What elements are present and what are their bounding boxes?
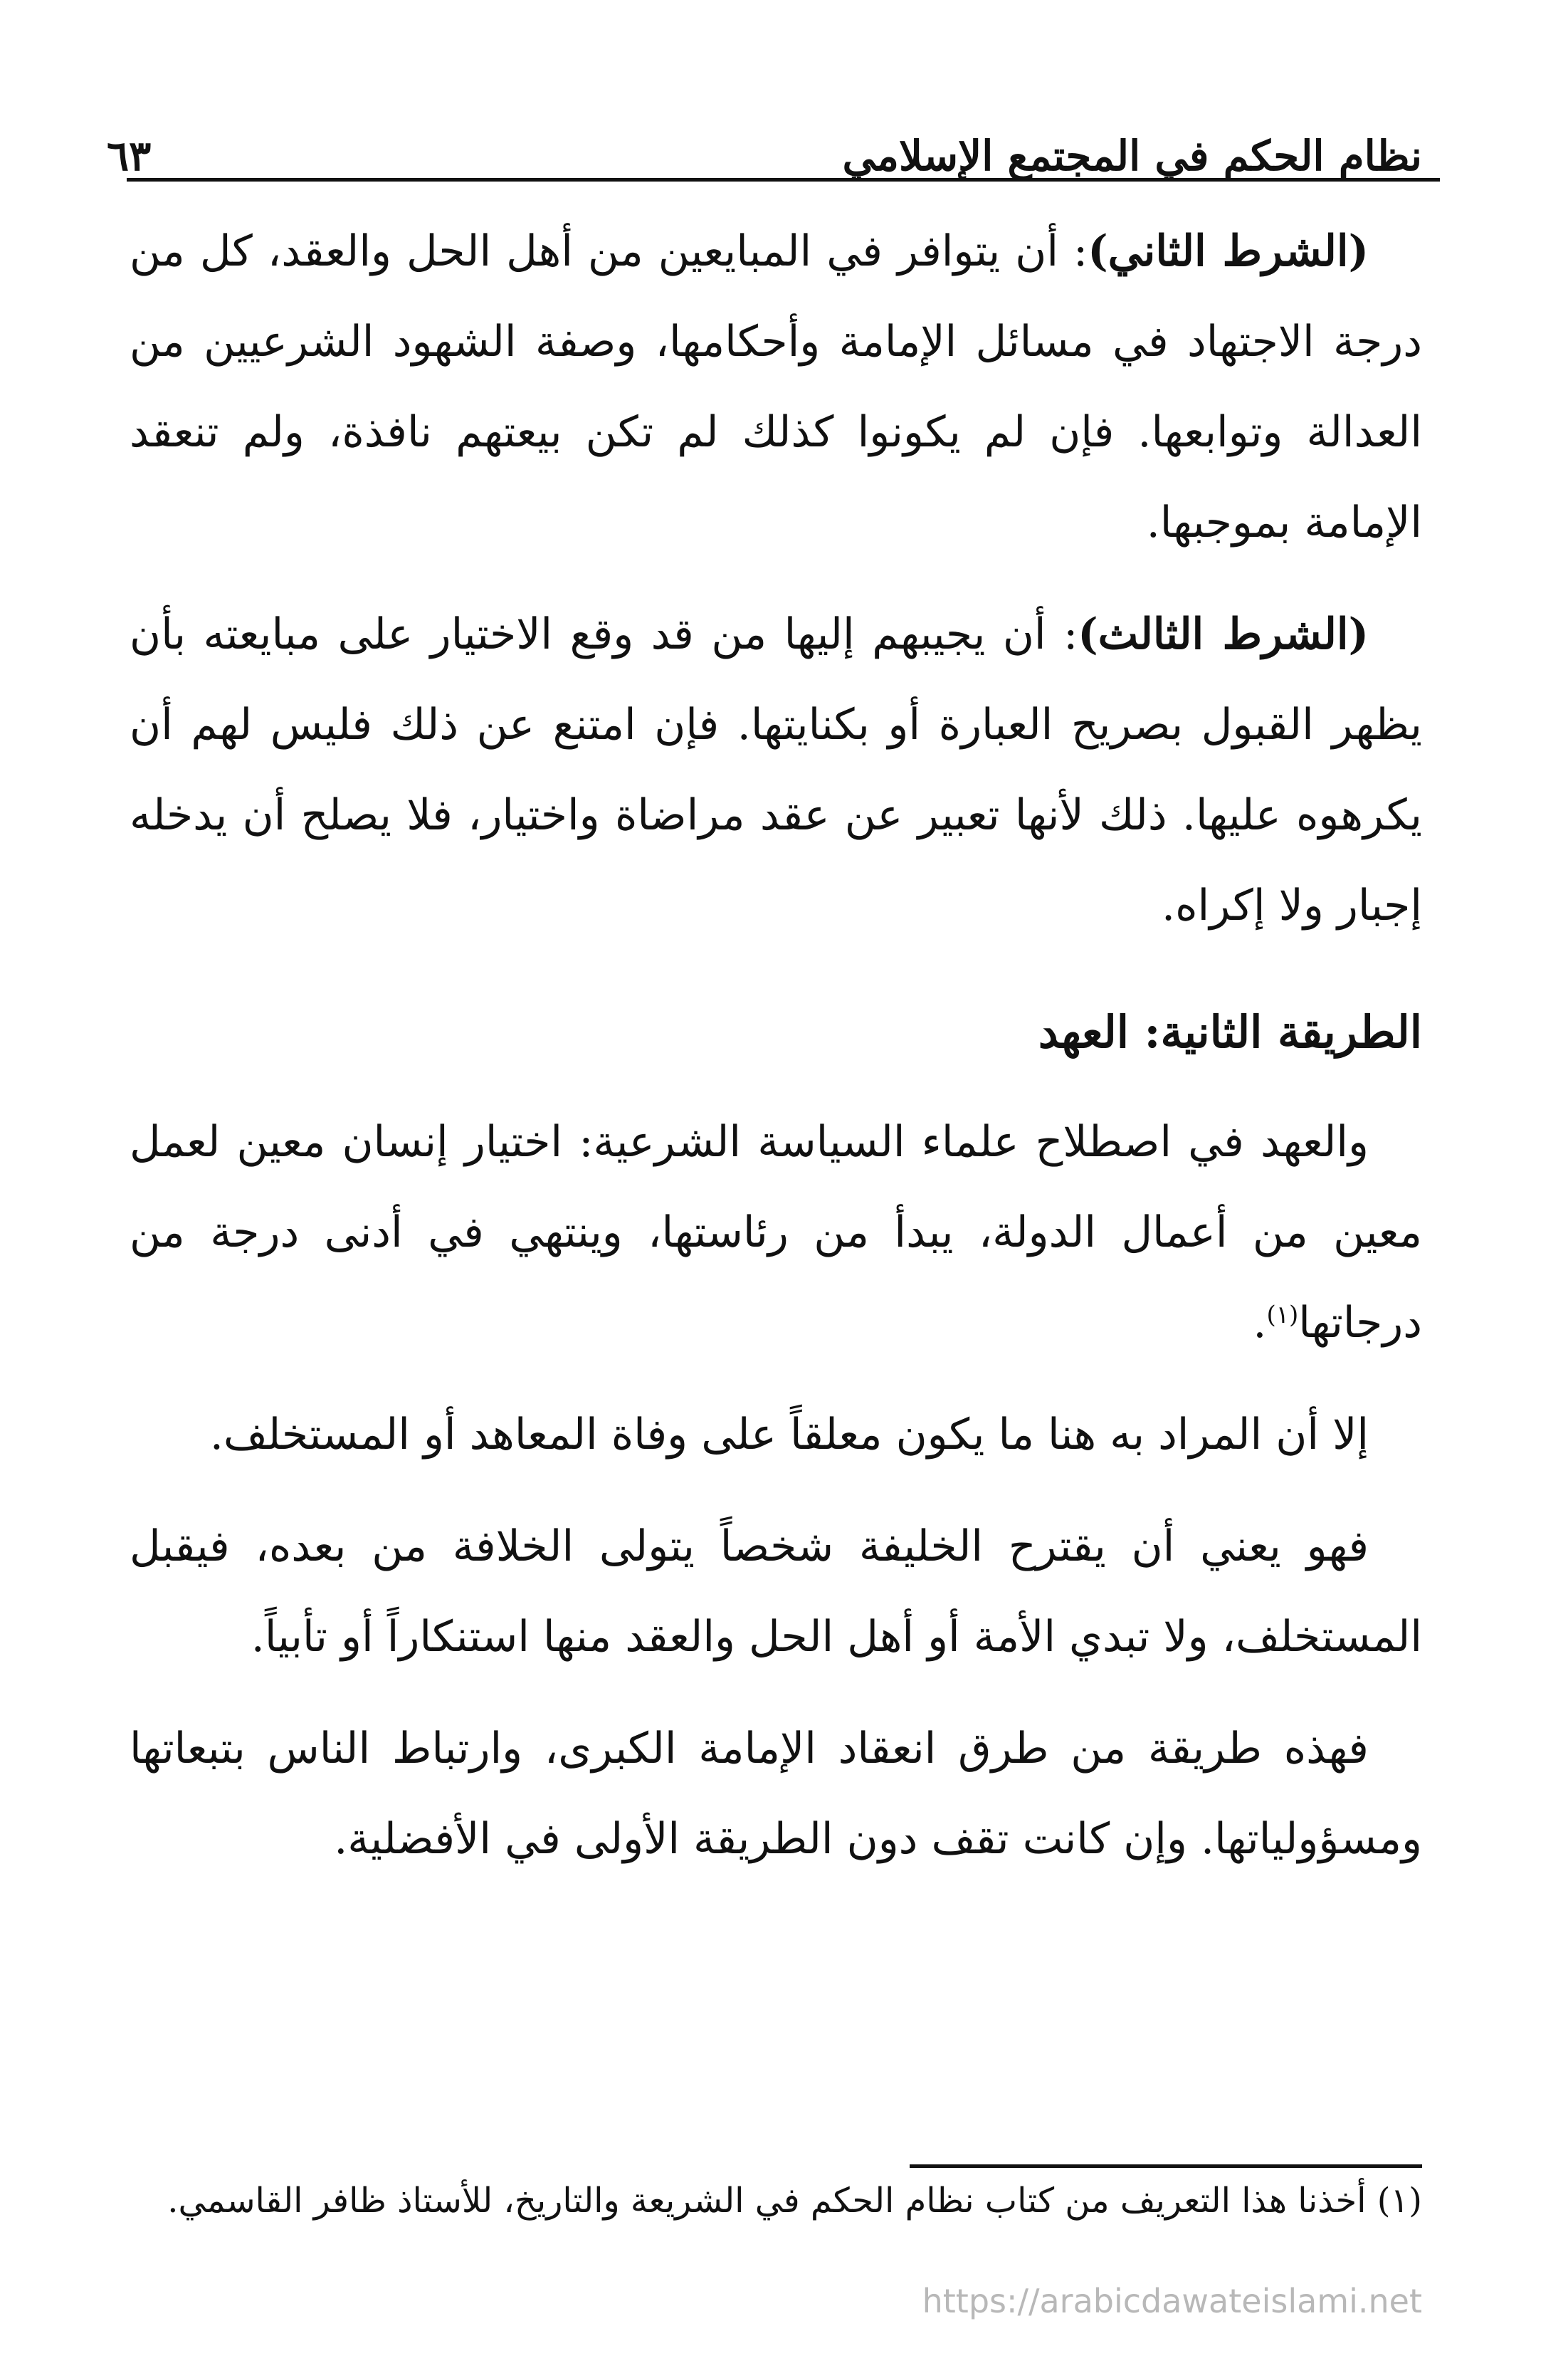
watermark-url: https://arabicdawateislami.net [922, 2282, 1422, 2320]
section-heading: الطريقة الثانية: العهد [1038, 1006, 1422, 1058]
footnote-rule [910, 2164, 1422, 2168]
running-header [107, 91, 1422, 180]
condition-label: (الشرط الثالث) [1078, 609, 1369, 659]
footnote: (١) أخذنا هذا التعريف من كتاب نظام الحكم في الشريعة والتاريخ، للأستاذ ظافر القاسمي. [167, 2181, 1422, 2221]
paragraph-third-condition [130, 590, 1422, 951]
definition-text: والعهد في اصطلاح علماء السياسة الشرعية: اختيار إنسان معين لعمل معين من أعمال الدولة، يبدأ من رئاستها، وينتهي في أدنى درجة من درجاتها [130, 1117, 1422, 1348]
paragraph-meaning: فهو يعني أن يقترح الخليفة شخصاً يتولى الخلافة من بعده، فيقبل المستخلف، ولا تبدي الأمة أو أهل الحل والعقد منها استنكاراً أو تأبياً. [130, 1521, 1422, 1662]
condition-text: : أن يجيبهم إليها من قد وقع الاختيار على مبايعته بأن يظهر القبول بصريح العبارة أو بكنايتها. فإن امتنع عن ذلك فليس لهم أن يكرهوه عليها. ذلك لأنها تعبير عن عقد مراضاة واختيار، فلا يصلح أن يدخله إجبار ولا إكراه. [130, 609, 1422, 931]
paragraph-method: فهذه طريقة من طرق انعقاد الإمامة الكبرى، وارتباط الناس بتبعاتها ومسؤولياتها. وإن كانت تقف دون الطريقة الأولى في الأفضلية. [130, 1724, 1422, 1864]
page-number: ٦٣ [107, 132, 152, 180]
running-header-title: نظام الحكم في المجتمع الإسلامي [842, 132, 1422, 180]
paragraph-second-condition [130, 206, 1422, 568]
header-rule [127, 178, 1440, 182]
condition-label: (الشرط الثاني) [1088, 226, 1369, 276]
body-text [130, 206, 1422, 1906]
paragraph-definition [130, 1097, 1422, 1368]
footnote-reference[interactable]: (١) [1266, 1301, 1299, 1329]
condition-text: : أن يتوافر في المبايعين من أهل الحل والعقد، كل من درجة الاجتهاد في مسائل الإمامة وأحكامها، وصفة الشهود الشرعيين من العدالة وتوابعها. فإن لم يكونوا كذلك لم تكن بيعتهم نافذة، ولم تنعقد الإمامة بموجبها. [130, 226, 1422, 548]
paragraph-exception: إلا أن المراد به هنا ما يكون معلقاً على وفاة المعاهد أو المستخلف. [209, 1410, 1369, 1460]
definition-end: . [1253, 1298, 1267, 1348]
